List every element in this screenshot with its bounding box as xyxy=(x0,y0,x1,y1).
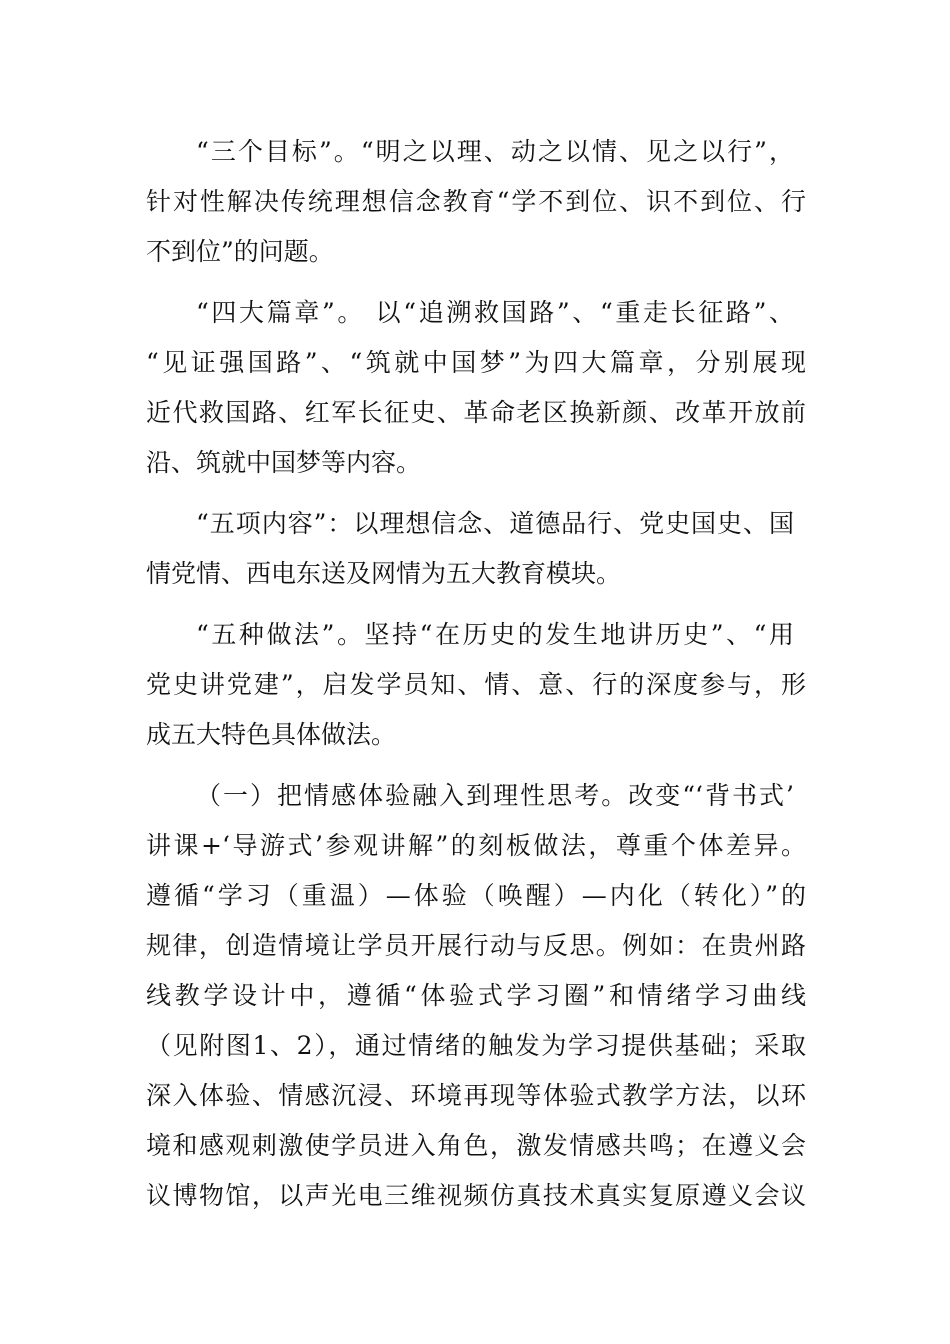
paragraph-1-line-1: “三个目标”。“明之以理、动之以情、见之以行”， xyxy=(196,137,794,166)
paragraph-2-line-4: 沿、筑就中国梦等内容。 xyxy=(146,448,422,477)
paragraph-2-line-3: 近代救国路、红军长征史、革命老区换新颜、改革开放前 xyxy=(146,398,806,427)
paragraph-5-line-6: （见附图1、2），通过情绪的触发为学习提供基础；采取 xyxy=(146,1031,806,1060)
paragraph-2-line-1: “四大篇章”。 以“追溯救国路”、“重走长征路”、 xyxy=(196,298,794,327)
paragraph-5-line-3: 遵循“学习（重温）—体验（唤醒）—内化（转化）”的 xyxy=(146,881,806,910)
paragraph-4-line-1: “五种做法”。坚持“在历史的发生地讲历史”、“用 xyxy=(196,620,794,649)
paragraph-3-line-1: “五项内容”：以理想信念、道德品行、党史国史、国 xyxy=(196,509,794,538)
paragraph-5-line-8: 境和感观刺激使学员进入角色，激发情感共鸣；在遵义会 xyxy=(146,1131,806,1160)
paragraph-3-line-2: 情党情、西电东送及网情为五大教育模块。 xyxy=(146,559,622,588)
paragraph-5-line-4: 规律，创造情境让学员开展行动与反思。例如：在贵州路 xyxy=(146,931,806,960)
paragraph-5-line-5: 线教学设计中，遵循“体验式学习圈”和情绪学习曲线 xyxy=(146,981,806,1010)
paragraph-4-line-3: 成五大特色具体做法。 xyxy=(146,720,397,749)
paragraph-2-line-2: “见证强国路”、“筑就中国梦”为四大篇章，分别展现 xyxy=(146,348,806,377)
paragraph-1-line-2: 针对性解决传统理想信念教育“学不到位、识不到位、行 xyxy=(146,187,806,216)
paragraph-5-line-1: （一）把情感体验融入到理性思考。改变“‘背书式’ xyxy=(196,781,794,810)
paragraph-5-line-2: 讲课+‘导游式’参观讲解”的刻板做法，尊重个体差异。 xyxy=(146,831,806,860)
paragraph-5-line-7: 深入体验、情感沉浸、环境再现等体验式教学方法，以环 xyxy=(146,1081,806,1110)
paragraph-1-line-3: 不到位”的问题。 xyxy=(146,237,334,266)
paragraph-5-line-9: 议博物馆，以声光电三维视频仿真技术真实复原遵义会议 xyxy=(146,1181,806,1210)
paragraph-4-line-2: 党史讲党建”，启发学员知、情、意、行的深度参与，形 xyxy=(146,670,806,699)
